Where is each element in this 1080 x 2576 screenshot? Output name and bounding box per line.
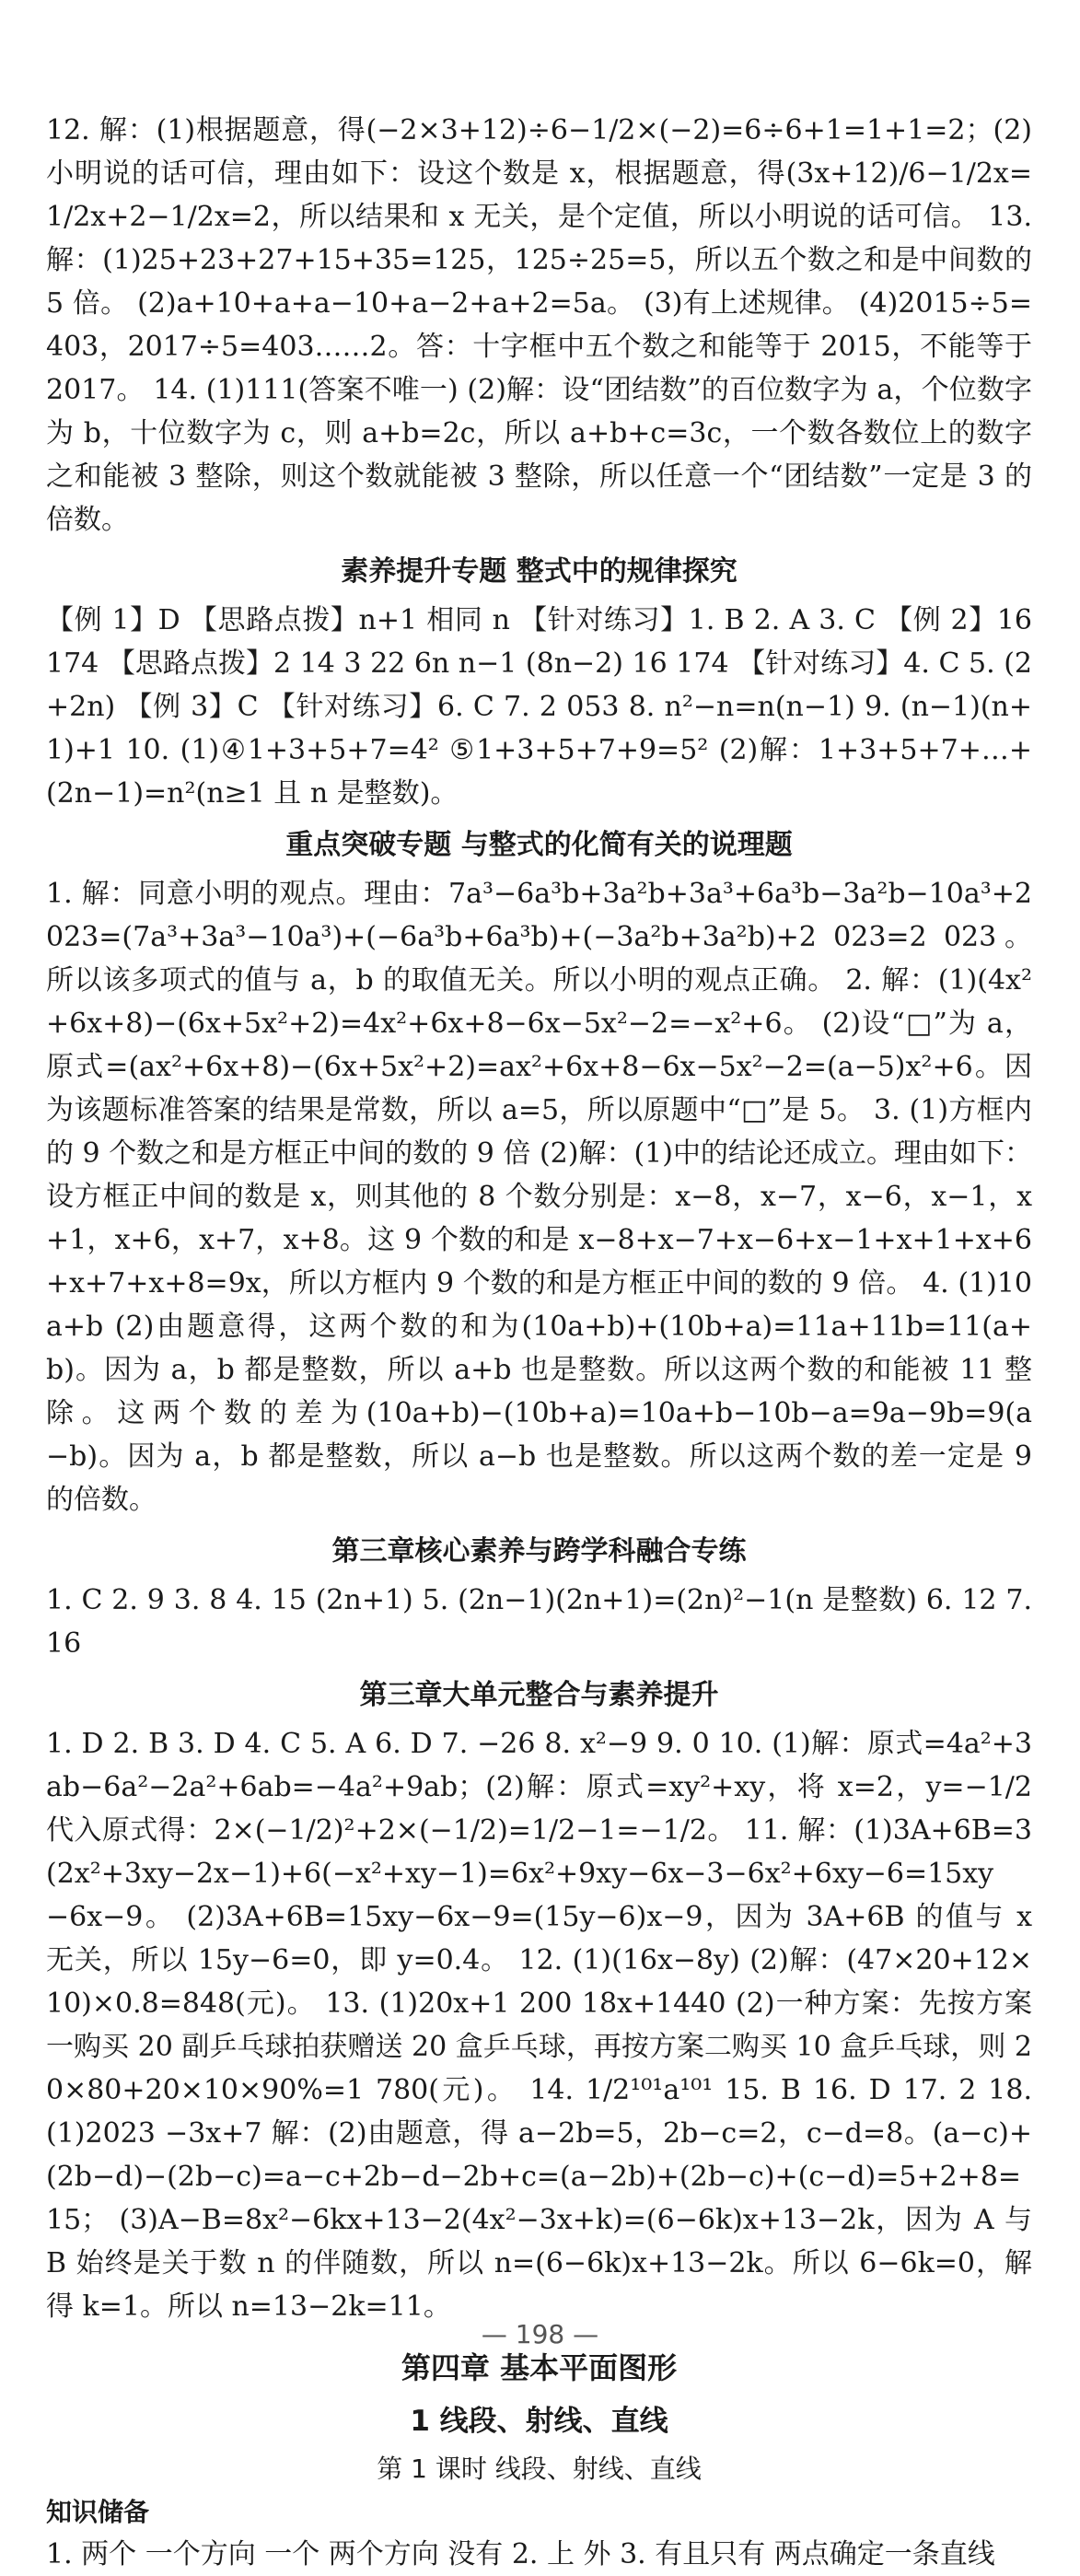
section-title: 1 线段、射线、直线 (410, 2405, 668, 2438)
knowledge-heading: 知识储备 (46, 2497, 150, 2527)
heading-chapter3-unit: 第三章大单元整合与素养提升 (359, 1679, 719, 1711)
answers-chapter3-unit: 1. D 2. B 3. D 4. C 5. A 6. D 7. −26 8. x²−9 9. 0 10. (1)解：原式=4a²+3ab−6a²−2a²+6ab=−4a²+9ab；(2)解：原式=xy²+xy，将 x=2，y=−1/2 代入原式得：2×(−1/2)²+2×(−1/2)=1/2−1=−1/2。 11. 解：(1)3A+6B=3(2x²+3xy−2x−1)+6(−x²+xy−1)=6x²+9xy−6x−3−6x²+6xy−6=15xy−6x−9。 (2)3A+6B=15xy−6x−9=(15y−6)x−9，因为 3A+6B 的值与 x 无关，所以 15y−6=0，即 y=0.4。 12. (1)(16x−8y) (2)解：(47×20+12×10)×0.8=848(元)。 13. (1)20x+1 200 18x+1440 (2)一种方案：先按方案一购买 20 副乒乓球拍获赠送 20 盒乒乓球，再按方案二购买 10 盒乒乓球，则 20×80+20×10×90%=1 780(元)。 14. 1/2¹⁰¹a¹⁰¹ 15. B 16. D 17. 2 18. (1)2023 −3x+7 解：(2)由题意，得 a−2b=5，2b−c=2，c−d=8。(a−c)+(2b−d)−(2b−c)=a−c+2b−d−2b+c=(a−2b)+(2b−c)+(c−d)=5+2+8=15； (3)A−B=8x²−6kx+13−2(4x²−3x+k)=(6−6k)x+13−2k，因为 A 与 B 始终是关于数 n 的伴随数，所以 n=(6−6k)x+13−2k。所以 6−6k=0，解得 k=1。所以 n=13−2k=11。 (46, 1728, 1032, 2323)
answers-pattern-topic: 【例 1】D 【思路点拨】n+1 相同 n 【针对练习】1. B 2. A 3. C 【例 2】16 174 【思路点拨】2 14 3 22 6n n−1 (8n−2) 16 174 【针对练习】4. C 5. (2+2n) 【例 3】C 【针对练习】6. C 7. 2 053 8. n²−n=n(n−1) 9. (n−1)(n+1)+1 10. (1)④1+3+5+7=4² ⑤1+3+5+7+9=5² (2)解：1+3+5+7+…+(2n−1)=n²(n≥1 且 n 是整数)。 (46, 604, 1032, 810)
answers-knowledge: 1. 两个 一个方向 一个 两个方向 没有 2. 上 外 3. 有且只有 两点确定一条直线 (46, 2538, 995, 2570)
heading-chapter3-core: 第三章核心素养与跨学科融合专练 (331, 1535, 747, 1568)
heading-simplify-topic: 重点突破专题 与整式的化简有关的说理题 (285, 829, 793, 861)
lesson-title: 第 1 课时 线段、射线、直线 (377, 2454, 702, 2484)
chapter-title: 第四章 基本平面图形 (401, 2350, 678, 2385)
page-number: — 198 — (481, 2319, 599, 2349)
answers-12-14: 12. 解：(1)根据题意，得(−2×3+12)÷6−1/2×(−2)=6÷6+1=1+1=2；(2)小明说的话可信，理由如下：设这个数是 x，根据题意，得(3x+12)/6−1/2x=1/2x+2−1/2x=2，所以结果和 x 无关，是个定值，所以小明说的话可信。 13. 解：(1)25+23+27+15+35=125，125÷25=5，所以五个数之和是中间数的 5 倍。 (2)a+10+a+a−10+a−2+a+2=5a。 (3)有上述规律。 (4)2015÷5=403，2017÷5=403……2。答：十字框中五个数之和能等于 2015，不能等于 2017。 14. (1)111(答案不唯一) (2)解：设“团结数”的百位数字为 a，个位数字为 b，十位数字为 c，则 a+b=2c，所以 a+b+c=3c，一个数各数位上的数字之和能被 3 整除，则这个数就能被 3 整除，所以任意一个“团结数”一定是 3 的倍数。 (46, 114, 1032, 536)
answers-chapter3-core: 1. C 2. 9 3. 8 4. 15 (2n+1) 5. (2n−1)(2n+1)=(2n)²−1(n 是整数) 6. 12 7. 16 (46, 1584, 1032, 1660)
heading-pattern-topic: 素养提升专题 整式中的规律探究 (341, 555, 737, 588)
answers-simplify-topic: 1. 解：同意小明的观点。理由：7a³−6a³b+3a²b+3a³+6a³b−3a²b−10a³+2 023=(7a³+3a³−10a³)+(−6a³b+6a³b)+(−3a²b+3a²b)+2 023=2 023。所以该多项式的值与 a，b 的取值无关。所以小明的观点正确。 2. 解：(1)(4x²+6x+8)−(6x+5x²+2)=4x²+6x+8−6x−5x²−2=−x²+6。 (2)设“□”为 a，原式=(ax²+6x+8)−(6x+5x²+2)=ax²+6x+8−6x−5x²−2=(a−5)x²+6。因为该题标准答案的结果是常数，所以 a=5，所以原题中“□”是 5。 3. (1)方框内的 9 个数之和是方框正中间的数的 9 倍 (2)解：(1)中的结论还成立。理由如下：设方框正中间的数是 x，则其他的 8 个数分别是：x−8，x−7，x−6，x−1，x+1，x+6，x+7，x+8。这 9 个数的和是 x−8+x−7+x−6+x−1+x+1+x+6+x+7+x+8=9x，所以方框内 9 个数的和是方框正中间的数的 9 倍。 4. (1)10a+b (2)由题意得，这两个数的和为(10a+b)+(10b+a)=11a+11b=11(a+b)。因为 a，b 都是整数，所以 a+b 也是整数。所以这两个数的和能被 11 整除。这两个数的差为(10a+b)−(10b+a)=10a+b−10b−a=9a−9b=9(a−b)。因为 a，b 都是整数，所以 a−b 也是整数。所以这两个数的差一定是 9 的倍数。 (46, 878, 1033, 1516)
